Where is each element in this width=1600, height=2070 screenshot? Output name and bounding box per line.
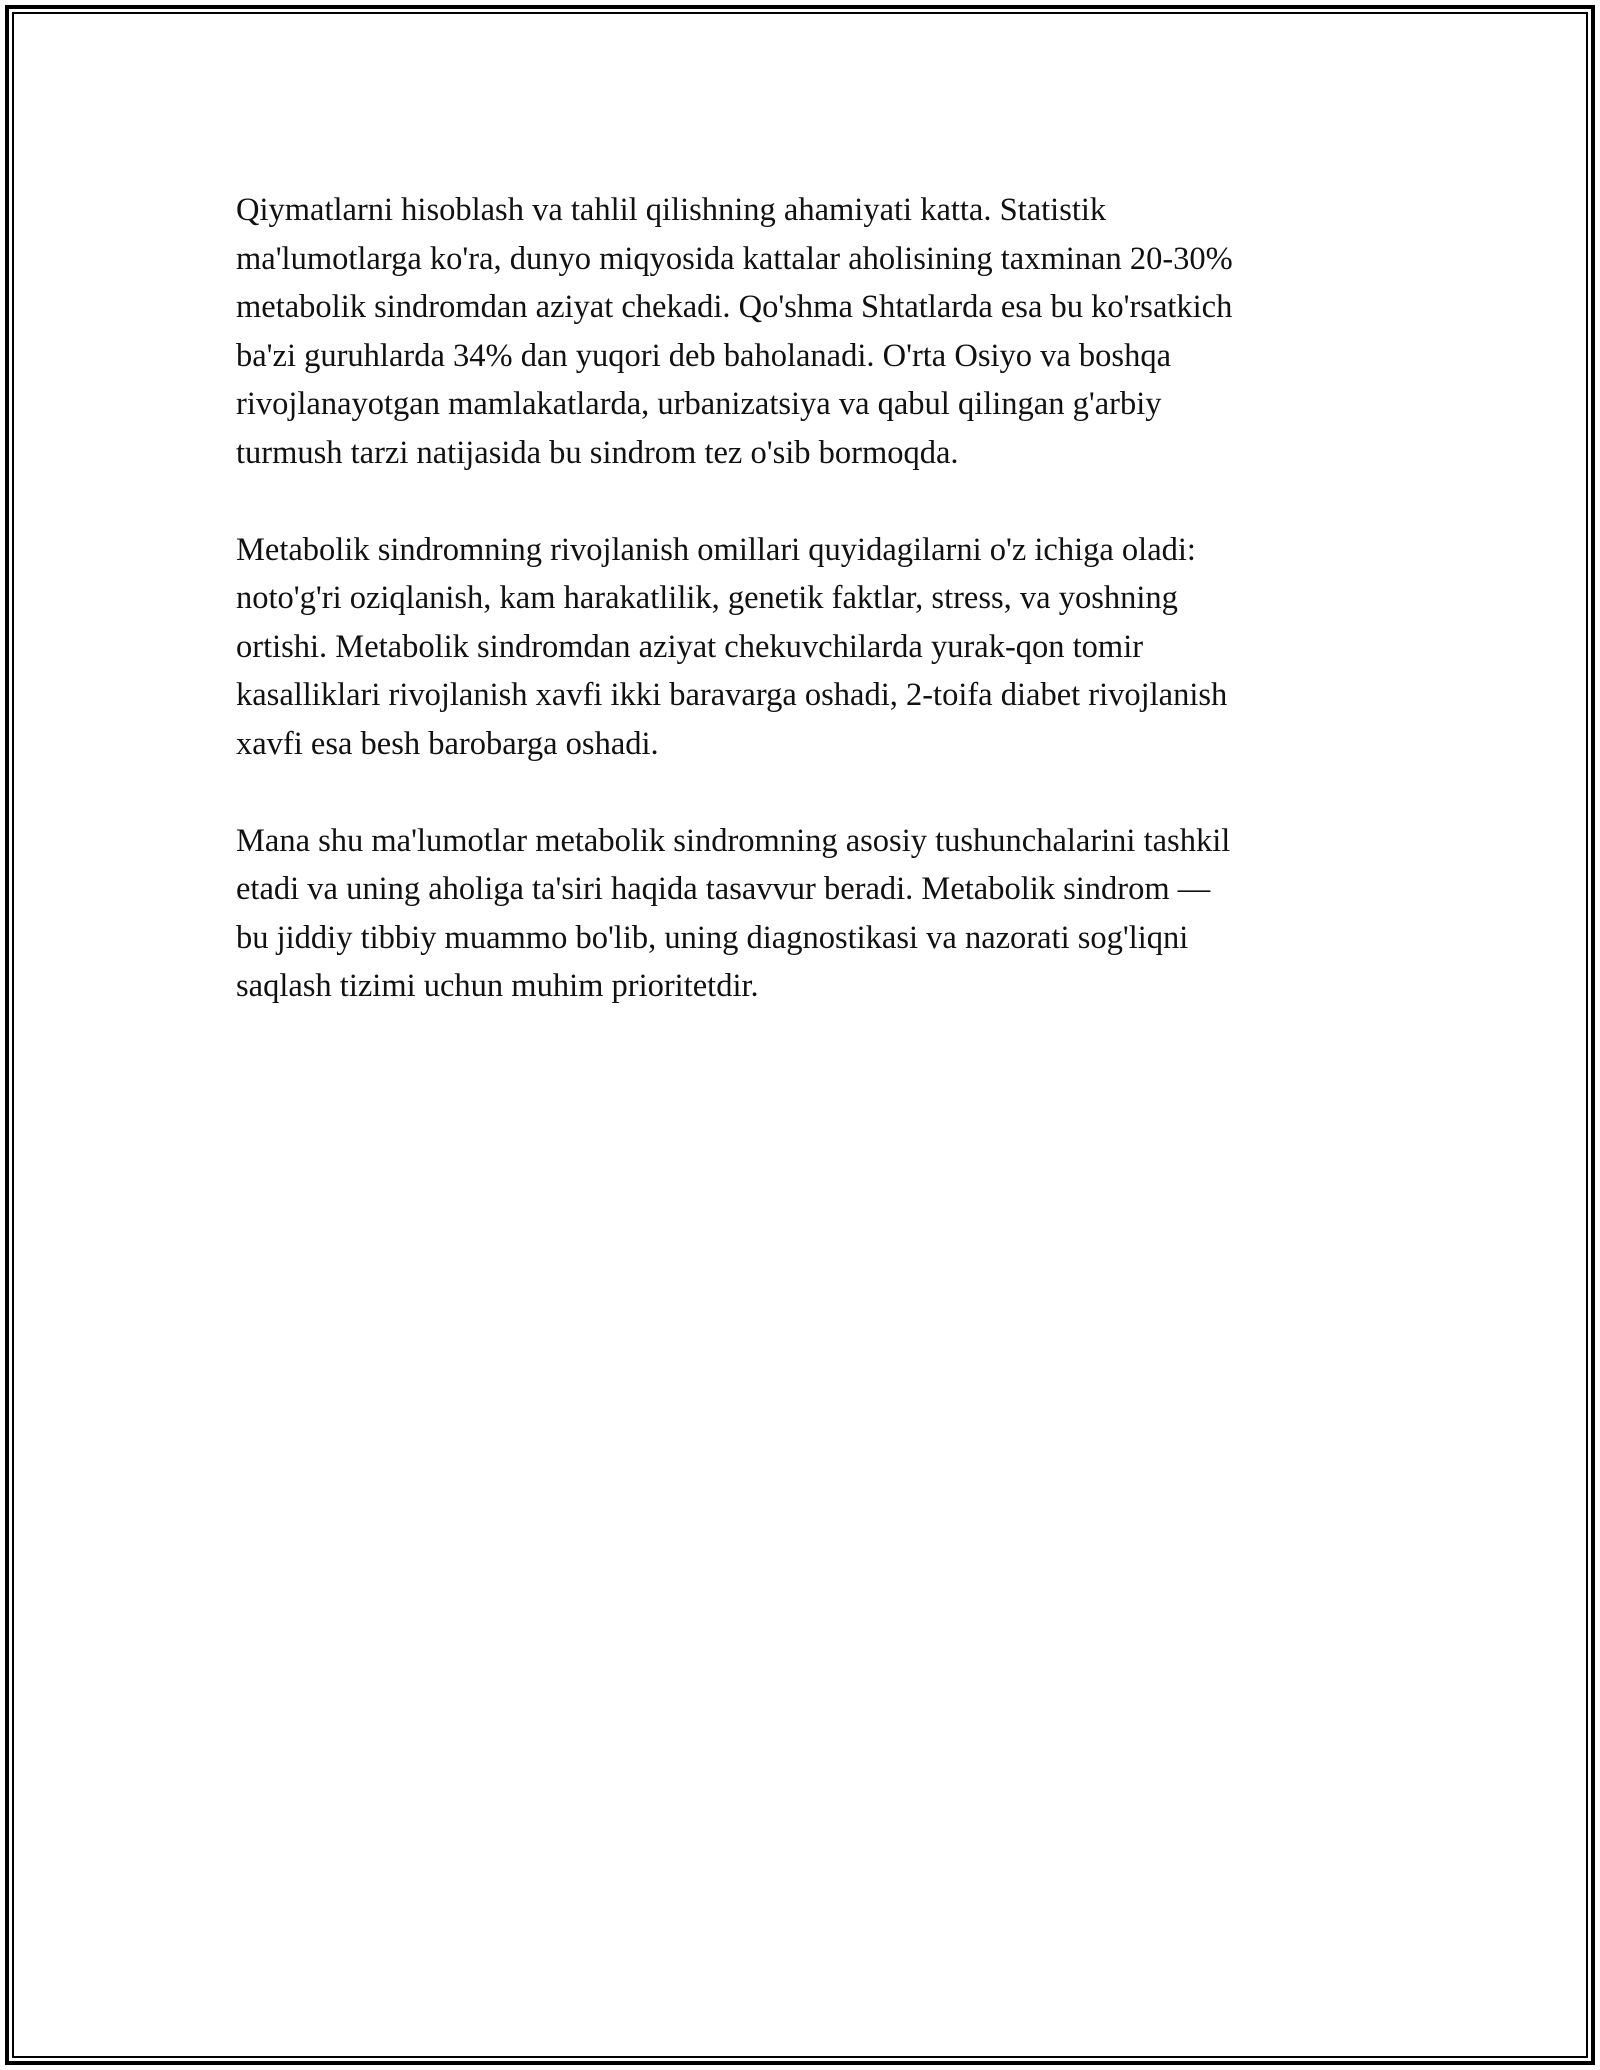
document-body [236, 186, 1396, 1059]
paragraph-conclusion: Mana shu ma'lumotlar metabolik sindromning asosiy tushunchalarini tashkil etadi va uning aholiga ta'siri haqida tasavvur beradi. Metabolik sindrom — bu jiddiy tibbiy muammo bo'lib, uning diagnostikasi va nazorati sog'liqni saqlash tizimi uchun muhim prioritetdir. [236, 822, 1231, 1004]
paragraph-risk-factors: Metabolik sindromning rivojlanish omillari quyidagilarni o'z ichiga oladi: noto'g'ri oziqlanish, kam harakatlilik, genetik faktlar, stress, va yoshning ortishi. Metabolik sindromdan aziyat chekuvchilarda yurak-qon tomir kasalliklari rivojlanish xavfi ikki baravarga oshadi, 2-toifa diabet rivojlanish xavfi esa besh barobarga oshadi. [236, 531, 1228, 762]
paragraph-statistics: Qiymatlarni hisoblash va tahlil qilishning ahamiyati katta. Statistik ma'lumotlarga ko'ra, dunyo miqyosida kattalar aholisining taxminan 20-30% metabolik sindromdan aziyat chekadi. Qo'shma Shtatlarda esa bu ko'rsatkich ba'zi guruhlarda 34% dan yuqori deb baholanadi. O'rta Osiyo va boshqa rivojlanayotgan mamlakatlarda, urbanizatsiya va qabul qilingan g'arbiy turmush tarzi natijasida bu sindrom tez o'sib bormoqda. [236, 192, 1233, 471]
